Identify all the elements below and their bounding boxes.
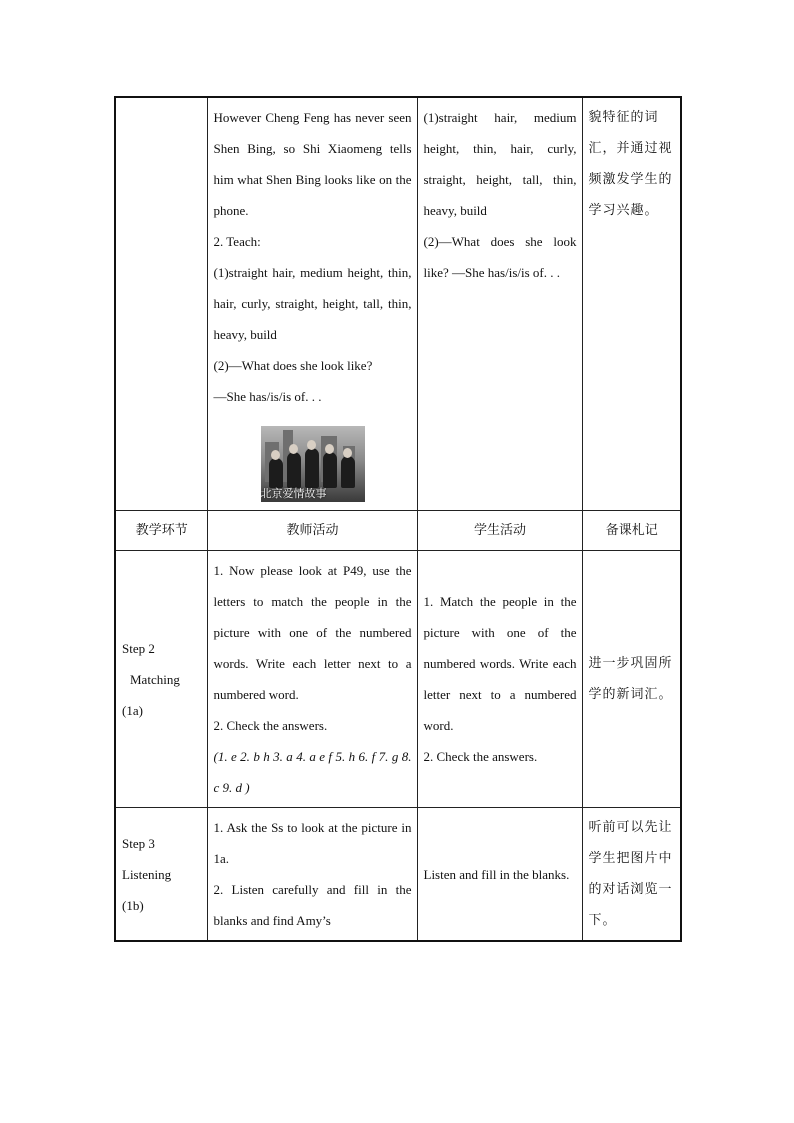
student-text-line: 2. Check the answers. xyxy=(423,749,538,764)
student-text-line: 1. Match the people in the picture with one of the numbered words. Write each letter next to a numbered word. xyxy=(423,594,577,733)
note-cell xyxy=(582,551,681,808)
table-row-step3 xyxy=(115,808,681,942)
teacher-text-line: 2. Teach: xyxy=(213,234,261,249)
note-text: 听前可以先让学生把图片中的对话浏览一下。 xyxy=(588,820,673,928)
teacher-text-line: —She has/is/is of. . . xyxy=(213,389,322,404)
teacher-text-line: (1)straight hair, medium height, thin, hair, curly, straight, height, tall, thin, heavy, build xyxy=(213,265,412,342)
note-cell xyxy=(582,97,681,511)
student-text-line: Listen and fill in the blanks. xyxy=(423,866,570,882)
lesson-plan-table xyxy=(114,96,682,942)
step-label-line: (1a) xyxy=(122,702,143,718)
teacher-text-line: 2. Check the answers. xyxy=(213,718,328,733)
tv-poster-image xyxy=(261,426,365,502)
student-text-line: (2)—What does she look like? —She has/is/is of. . . xyxy=(423,234,577,280)
teacher-text-line: However Cheng Feng has never seen Shen Bing, so Shi Xiaomeng tells him what Shen Bing looks like on the phone. xyxy=(213,110,412,218)
header-stage: 教学环节 xyxy=(115,511,207,551)
teacher-text-line: 2. Listen carefully and fill in the blanks and find Amy’s xyxy=(213,882,412,928)
teacher-text-line: 1. Now please look at P49, use the letters to match the people in the picture with one of the numbered words. Write each letter next to a numbered word. xyxy=(213,563,412,702)
step-label-line: Step 2 xyxy=(122,640,155,656)
step-label-line: Matching xyxy=(130,671,180,687)
student-activity-cell xyxy=(417,97,582,511)
teacher-activity-cell xyxy=(207,551,417,808)
note-text: 貌特征的词汇，并通过视频激发学生的学习兴趣。 xyxy=(588,110,673,218)
step-label-cell xyxy=(115,551,207,808)
step-label-line: (1b) xyxy=(122,897,144,913)
note-text: 进一步巩固所学的新词汇。 xyxy=(588,656,673,702)
teacher-activity-cell xyxy=(207,808,417,942)
table-header-row xyxy=(115,511,681,551)
step-label-line: Listening xyxy=(122,866,172,882)
table-row-step2 xyxy=(115,551,681,808)
step-label-cell xyxy=(115,808,207,942)
table-row-intro xyxy=(115,97,681,511)
header-teacher-activity: 教师活动 xyxy=(207,511,417,551)
poster-caption: 北京爱情故事 xyxy=(260,487,327,500)
header-student-activity: 学生活动 xyxy=(417,511,582,551)
step-label-line: Step 3 xyxy=(122,835,155,851)
answer-key: (1. e 2. b h 3. a 4. a e f 5. h 6. f 7. g 8. c 9. d ) xyxy=(213,749,412,795)
student-text-line: (1)straight hair, medium height, thin, hair, curly, straight, height, tall, thin, heavy, build xyxy=(423,110,577,218)
teacher-activity-cell xyxy=(207,97,417,511)
teacher-text-line: (2)—What does she look like? xyxy=(213,358,373,373)
student-activity-cell xyxy=(417,551,582,808)
step-cell-empty xyxy=(115,97,207,511)
header-notes: 备课札记 xyxy=(582,511,681,551)
note-cell xyxy=(582,808,681,942)
student-activity-cell xyxy=(417,808,582,942)
teacher-text-line: 1. Ask the Ss to look at the picture in 1a. xyxy=(213,820,412,866)
